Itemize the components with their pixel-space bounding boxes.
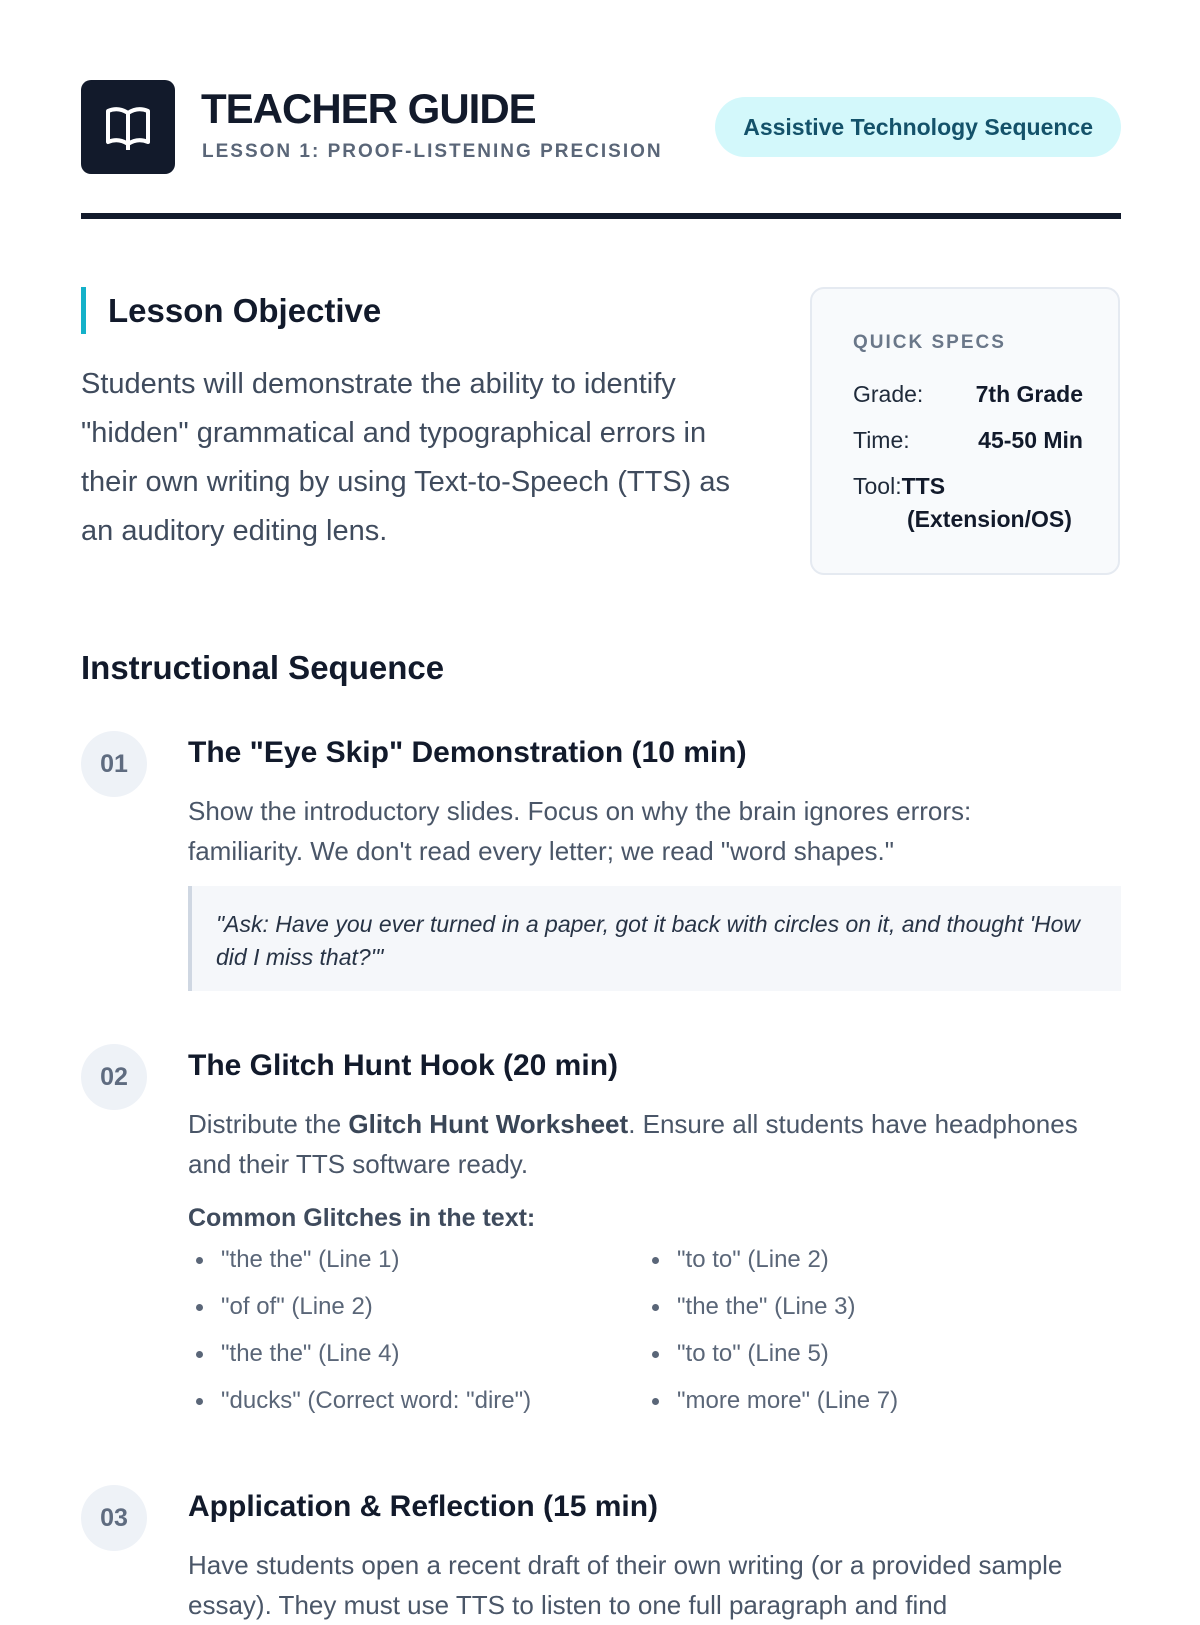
step-text: Show the introductory slides. Focus on why the brain ignores errors: familiarity. We don't read every letter; we read "word shapes." bbox=[188, 796, 972, 866]
quick-specs-card bbox=[810, 287, 1120, 575]
glitch-item: "the the" (Line 1) bbox=[188, 1244, 399, 1276]
teacher-prompt-quote: "Ask: Have you ever turned in a paper, got it back with circles on it, and thought 'How did I miss that?'" bbox=[188, 886, 1121, 991]
worksheet-name: Glitch Hunt Worksheet bbox=[348, 1109, 629, 1139]
spec-key: Tool: bbox=[853, 473, 902, 499]
teacher-guide-page bbox=[81, 0, 1121, 1620]
step-title: The "Eye Skip" Demonstration (10 min) bbox=[188, 736, 747, 769]
glitch-item: "to to" (Line 2) bbox=[644, 1244, 829, 1276]
open-book-icon bbox=[103, 102, 153, 152]
spec-row-tool bbox=[853, 470, 1083, 532]
glitch-item: "the the" (Line 3) bbox=[644, 1291, 855, 1323]
objective-text: Students will demonstrate the ability to identify "hidden" grammatical and typographical errors in their own writing by using Text-to-Speech (TTS) as an auditory editing lens. bbox=[81, 368, 731, 547]
header-divider bbox=[81, 213, 1121, 219]
step-number: 01 bbox=[81, 731, 147, 797]
step-text bbox=[188, 1104, 1088, 1184]
spec-row-grade bbox=[853, 378, 1083, 411]
step-text-part: . Ensure all students have headphones and their TTS software ready. bbox=[188, 1109, 1078, 1179]
guide-header bbox=[81, 80, 1121, 174]
sequence-heading: Instructional Sequence bbox=[81, 649, 445, 686]
lesson-subtitle: LESSON 1: PROOF-LISTENING PRECISION bbox=[202, 141, 663, 162]
glitch-item: "of of" (Line 2) bbox=[188, 1291, 373, 1323]
logo bbox=[81, 80, 175, 174]
step-text-part: Distribute the bbox=[188, 1109, 349, 1139]
step-title: The Glitch Hunt Hook (20 min) bbox=[188, 1049, 619, 1082]
glitch-item: "more more" (Line 7) bbox=[644, 1385, 898, 1417]
objective-heading: Lesson Objective bbox=[108, 292, 382, 329]
spec-value: TTS bbox=[901, 473, 946, 499]
glitch-item: "the the" (Line 4) bbox=[188, 1338, 399, 1370]
step-title: Application & Reflection (15 min) bbox=[188, 1490, 659, 1523]
spec-key: Grade: bbox=[853, 381, 924, 407]
spec-key: Time: bbox=[853, 427, 910, 453]
page-title: TEACHER GUIDE bbox=[201, 85, 536, 132]
glitch-item: "ducks" (Correct word: "dire") bbox=[188, 1385, 531, 1417]
spec-value-continued: (Extension/OS) bbox=[907, 506, 1072, 532]
objective-accent-bar bbox=[81, 287, 86, 334]
step-text: Have students open a recent draft of their own writing (or a provided sample essay). They must use TTS to listen to one full paragraph and find bbox=[188, 1550, 1063, 1620]
step-number: 02 bbox=[81, 1044, 147, 1110]
quick-specs-label: QUICK SPECS bbox=[853, 332, 1006, 353]
spec-value: 7th Grade bbox=[975, 381, 1083, 407]
glitch-list-label: Common Glitches in the text: bbox=[188, 1204, 536, 1232]
spec-value: 45-50 Min bbox=[978, 427, 1083, 453]
spec-row-time bbox=[853, 424, 1083, 457]
sequence-badge: Assistive Technology Sequence bbox=[715, 97, 1121, 157]
glitch-item: "to to" (Line 5) bbox=[644, 1338, 829, 1370]
step-number: 03 bbox=[81, 1485, 147, 1551]
